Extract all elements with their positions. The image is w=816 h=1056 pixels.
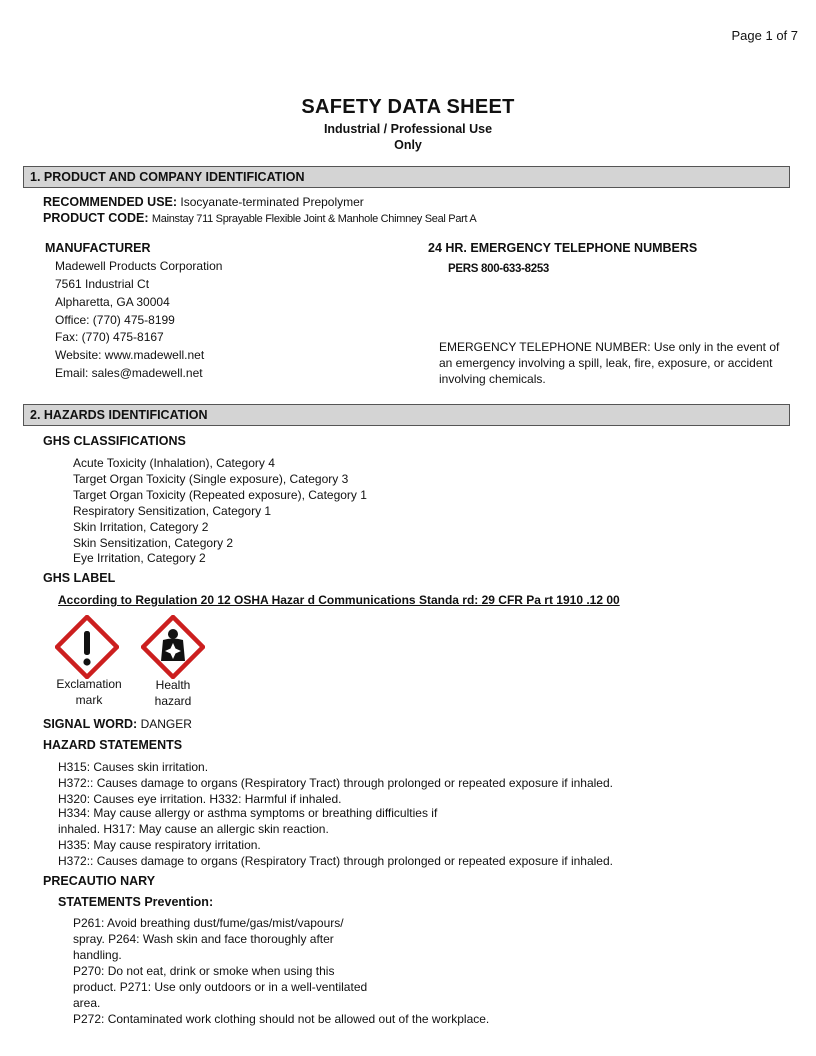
exclamation-mark-icon [55, 615, 119, 679]
hazard-statement: H315: Causes skin irritation. [58, 760, 209, 774]
manufacturer-website[interactable]: Website: www.madewell.net [55, 348, 205, 362]
regulation-reference: According to Regulation 20 12 OSHA Hazar d Communications Standa rd: 29 CFR Pa rt 1910 .12 00 [58, 593, 620, 607]
pictogram-label-line: hazard [154, 694, 192, 708]
signal-word-label: SIGNAL WORD: [43, 717, 138, 731]
prevention-line: P270: Do not eat, drink or smoke when using this [73, 964, 335, 978]
classification-item: Target Organ Toxicity (Single exposure), Category 3 [73, 472, 349, 486]
manufacturer-line: Madewell Products Corporation [55, 259, 223, 273]
manufacturer-line: Office: (770) 475-8199 [55, 313, 175, 327]
prevention-line: area. [73, 996, 101, 1010]
product-code [43, 211, 476, 225]
manufacturer-line: 7561 Industrial Ct [55, 277, 150, 291]
classification-item: Acute Toxicity (Inhalation), Category 4 [73, 456, 275, 470]
section-2-header: 2. HAZARDS IDENTIFICATION [23, 404, 790, 426]
prevention-line: P261: Avoid breathing dust/fume/gas/mist/vapours/ [73, 916, 344, 930]
manufacturer-email[interactable]: Email: sales@madewell.net [55, 366, 203, 380]
prevention-line: spray. P264: Wash skin and face thoroughly after [73, 932, 334, 946]
pictogram-label-line: Health [155, 678, 191, 692]
section-1-header: 1. PRODUCT AND COMPANY IDENTIFICATION [23, 166, 790, 188]
hazard-statement: inhaled. H317: May cause an allergic skin reaction. [58, 822, 329, 836]
recommended-use-label: RECOMMENDED USE: [43, 195, 178, 209]
prevention-line: product. P271: Use only outdoors or in a well-ventilated [73, 980, 368, 994]
manufacturer-line: Fax: (770) 475-8167 [55, 330, 164, 344]
subtitle-line-2: Only [394, 138, 422, 152]
hazard-statement: H334: May cause allergy or asthma symptoms or breathing difficulties if [58, 806, 438, 820]
emergency-heading: 24 HR. EMERGENCY TELEPHONE NUMBERS [428, 241, 698, 255]
pictogram-label-health [128, 677, 218, 709]
pictogram-label-exclamation [44, 676, 134, 708]
signal-word [43, 717, 192, 731]
ghs-label-heading: GHS LABEL [43, 571, 116, 585]
classification-item: Eye Irritation, Category 2 [73, 551, 206, 565]
pictogram-label-line: Exclamation [56, 677, 122, 691]
precautionary-heading: PRECAUTIO NARY [43, 874, 156, 888]
recommended-use-value: Isocyanate-terminated Prepolymer [180, 195, 364, 209]
product-code-value: Mainstay 711 Sprayable Flexible Joint & Manhole Chimney Seal Part A [151, 213, 477, 225]
emergency-note: EMERGENCY TELEPHONE NUMBER: Use only in the event of an emergency involving a spill, leak, fire, exposure, or accident involving chemicals. [439, 340, 780, 386]
pictogram-label-line: mark [75, 693, 103, 707]
manufacturer-heading: MANUFACTURER [45, 241, 151, 255]
page-number: Page 1 of 7 [731, 28, 798, 43]
prevention-line: handling. [73, 948, 122, 962]
signal-word-value: DANGER [140, 717, 192, 731]
classification-item: Target Organ Toxicity (Repeated exposure), Category 1 [73, 488, 367, 502]
prevention-line: P272: Contaminated work clothing should not be allowed out of the workplace. [73, 1012, 490, 1026]
health-hazard-icon [141, 615, 205, 679]
recommended-use [43, 195, 364, 209]
statements-prevention-heading: STATEMENTS Prevention: [58, 895, 214, 909]
product-code-label: PRODUCT CODE: [43, 211, 149, 225]
hazard-statement: H320: Causes eye irritation. H332: Harmful if inhaled. [58, 792, 342, 806]
ghs-classifications-heading: GHS CLASSIFICATIONS [43, 434, 186, 448]
hazard-statement: H372:: Causes damage to organs (Respiratory Tract) through prolonged or repeated exposure if inhaled. [58, 776, 613, 790]
document-title: SAFETY DATA SHEET [301, 96, 515, 118]
hazard-statement: H372:: Causes damage to organs (Respiratory Tract) through prolonged or repeated exposure if inhaled. [58, 854, 613, 868]
hazard-statement: H335: May cause respiratory irritation. [58, 838, 261, 852]
manufacturer-line: Alpharetta, GA 30004 [55, 295, 170, 309]
emergency-phone-number: PERS 800-633-8253 [448, 263, 550, 275]
subtitle-line-1: Industrial / Professional Use [323, 122, 493, 136]
classification-item: Skin Sensitization, Category 2 [73, 536, 234, 550]
classification-item: Respiratory Sensitization, Category 1 [73, 504, 272, 518]
hazard-statements-heading: HAZARD STATEMENTS [43, 738, 183, 752]
classification-item: Skin Irritation, Category 2 [73, 520, 209, 534]
